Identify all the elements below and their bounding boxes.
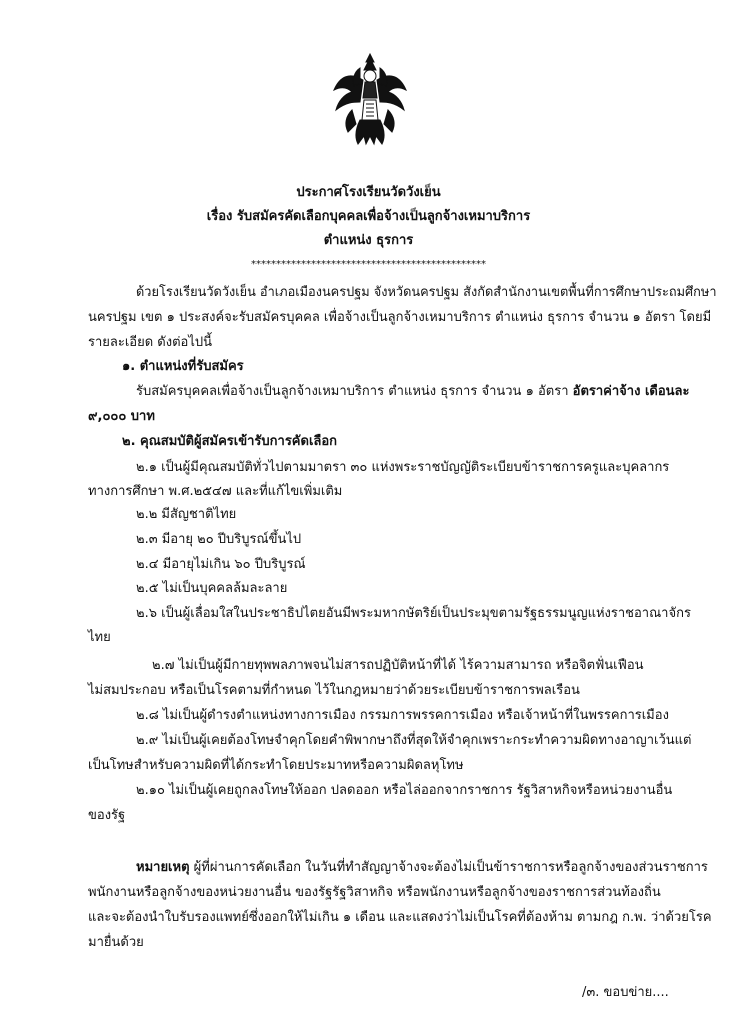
intro-line-3: รายละเอียด ดังต่อไปนี้ — [88, 335, 213, 350]
note-line-3: และจะต้องนำใบรับรองแพทย์ซึ่งออกให้ไม่เกิน ๑ เดือน และแสดงว่าไม่เป็นโรคที่ต้องห้าม ตามกฎ ก.พ. ว่าด้วยโรค — [88, 910, 712, 925]
qualification-2-1: ๒.๑ เป็นผู้มีคุณสมบัติทั่วไปตามมาตรา ๓๐ แห่งพระราชบัญญัติระเบียบข้าราชการครูและบุคลากร — [136, 460, 670, 475]
garuda-emblem — [330, 50, 410, 148]
wage-rate-label: อัตราค่าจ้าง เดือนละ — [572, 384, 690, 399]
qualification-2-2: ๒.๒ มีสัญชาติไทย — [136, 507, 237, 522]
intro-line-1: ด้วยโรงเรียนวัดวังเย็น อำเภอเมืองนครปฐม จังหวัดนครปฐม สังกัดสำนักงานเขตพื้นที่การศึกษาประถมศึกษา — [136, 285, 717, 300]
qualification-2-5: ๒.๕ ไม่เป็นบุคคลล้มละลาย — [136, 581, 288, 596]
qualification-2-1-cont: ทางการศึกษา พ.ศ.๒๕๔๗ และที่แก้ไขเพิ่มเติม — [88, 484, 343, 499]
section1-line-1 — [136, 382, 690, 402]
note-line-4: มายื่นด้วย — [88, 935, 144, 950]
qualification-2-10: ๒.๑๐ ไม่เป็นผู้เคยถูกลงโทษให้ออก ปลดออก หรือไล่ออกจากราชการ รัฐวิสาหกิจหรือหน่วยงานอื่น — [136, 783, 673, 798]
qualification-2-8: ๒.๘ ไม่เป็นผู้ดำรงตำแหน่งทางการเมือง กรรมการพรรคการเมือง หรือเจ้าหน้าที่ในพรรคการเมือง — [136, 708, 669, 723]
intro-line-2: นครปฐม เขต ๑ ประสงค์จะรับสมัครบุคคล เพื่อจ้างเป็นลูกจ้างเหมาบริการ ตำแหน่ง ธุรการ จำนวน ๑ อัตรา โดยมี — [88, 310, 712, 325]
section1-heading: ๑. ตำแหน่งที่รับสมัคร — [122, 359, 244, 374]
qualification-2-10-cont: ของรัฐ — [88, 808, 126, 823]
note-line-1 — [136, 858, 708, 878]
qualification-2-9-cont: เป็นโทษสำหรับความผิดที่ได้กระทำโดยประมาทหรือความผิดลหุโทษ — [88, 758, 464, 773]
qualification-2-7-cont: ไม่สมประกอบ หรือเป็นโรคตามที่กำหนด ไว้ในกฎหมายว่าด้วยระเบียบข้าราชการพลเรือน — [88, 683, 580, 698]
announcement-position: ตำแหน่ง ธุรการ — [323, 233, 414, 248]
qualification-2-6: ๒.๖ เป็นผู้เลื่อมใสในประชาธิปไตยอันมีพระมหากษัตริย์เป็นประมุขตามรัฐธรรมนูญแห่งราชอาณาจักร — [136, 606, 691, 621]
note-line-2: พนักงานหรือลูกจ้างของหน่วยงานอื่น ของรัฐรัฐวิสาหกิจ หรือพนักงานหรือลูกจ้างของราชการส่วนท้องถิ่น — [88, 885, 661, 900]
page-continuation: /๓. ขอบข่าย.... — [582, 985, 669, 1000]
qualification-2-6-cont: ไทย — [88, 630, 111, 645]
qualification-2-7: ๒.๗ ไม่เป็นผู้มีกายทุพพลภาพจนไม่สารถปฏิบัติหน้าที่ได้ ไร้ความสามารถ หรือจิตฟั่นเฟือน — [152, 658, 644, 673]
qualification-2-3: ๒.๓ มีอายุ ๒๐ ปีบริบูรณ์ขึ้นไป — [136, 532, 302, 547]
announcement-subject: เรื่อง รับสมัครคัดเลือกบุคคลเพื่อจ้างเป็นลูกจ้างเหมาบริการ — [206, 209, 531, 224]
section2-heading: ๒. คุณสมบัติผู้สมัครเข้ารับการคัดเลือก — [122, 434, 338, 449]
note-label: หมายเหตุ — [136, 860, 190, 875]
qualification-2-4: ๒.๔ มีอายุไม่เกิน ๖๐ ปีบริบูรณ์ — [136, 557, 306, 572]
wage-amount: ๙,๐๐๐ บาท — [88, 409, 155, 424]
header-separator: *********************************************** — [251, 259, 486, 270]
qualification-2-9: ๒.๙ ไม่เป็นผู้เคยต้องโทษจำคุกโดยคำพิพากษาถึงที่สุดให้จำคุกเพราะกระทำความผิดทางอาญาเว้นแต่ — [136, 733, 692, 748]
section1-line-1-text: รับสมัครบุคคลเพื่อจ้างเป็นลูกจ้างเหมาบริการ ตำแหน่ง ธุรการ จำนวน ๑ อัตรา — [136, 384, 573, 399]
announcement-title: ประกาศโรงเรียนวัดวังเย็น — [296, 185, 441, 200]
note-line-1-text: ผู้ที่ผ่านการคัดเลือก ในวันที่ทำสัญญาจ้างจะต้องไม่เป็นข้าราชการหรือลูกจ้างของส่วนราชการ — [189, 860, 708, 875]
